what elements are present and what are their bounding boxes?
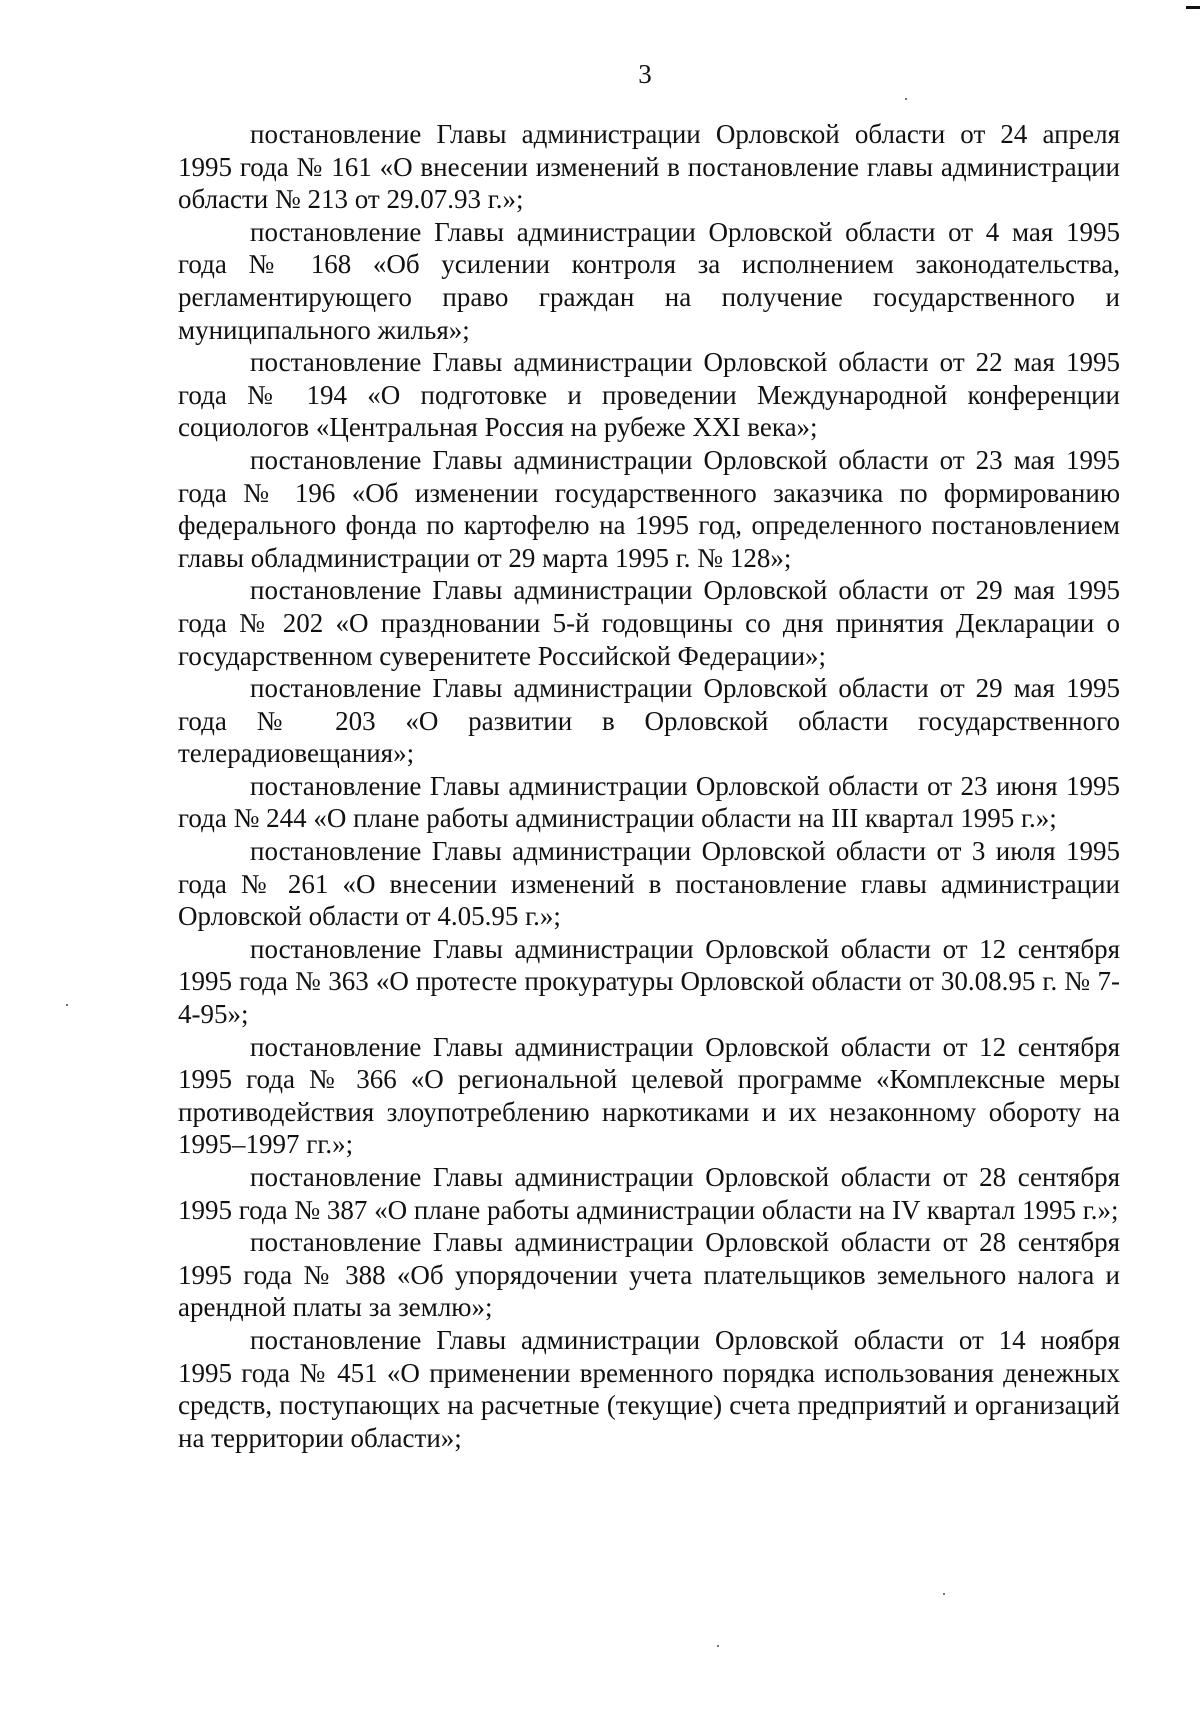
list-item: постановление Главы администрации Орловской области от 28 сентября 1995 года № 388 «Об упорядочении учета плательщиков земельного налога и арендной платы за землю»;: [178, 1227, 1120, 1323]
page-number: 3: [638, 59, 652, 89]
list-item: постановление Главы администрации Орловской области от 28 сентября 1995 года № 387 «О плане работы администрации области на IV квартал 1995 г.»;: [178, 1162, 1120, 1225]
list-item: постановление Главы администрации Орловской области от 4 мая 1995 года № 168 «Об усилении контроля за исполнением законодательства, регламентирующего право граждан на получение государственного и муниципального жилья»;: [178, 216, 1120, 345]
scan-speck: [905, 98, 907, 100]
list-item: постановление Главы администрации Орловской области от 29 мая 1995 года № 203 «О развитии в Орловской области государственного телерадиовещания»;: [178, 673, 1120, 769]
list-item: постановление Главы администрации Орловской области от 12 сентября 1995 года № 366 «О региональной целевой программе «Комплексные меры противодействия злоупотреблению наркотиками и их незаконному обороту на 1995–1997 гг.»;: [178, 1031, 1120, 1160]
list-item: постановление Главы администрации Орловской области от 29 мая 1995 года № 202 «О праздновании 5-й годовщины со дня принятия Декларации о государственном суверенитете Российской Федерации»;: [178, 575, 1120, 671]
document-body: [178, 118, 1120, 1454]
scan-speck: [717, 1645, 719, 1647]
list-item: постановление Главы администрации Орловской области от 14 ноября 1995 года № 451 «О применении временного порядка использования денежных средств, поступающих на расчетные (текущие) счета предприятий и организаций на территории области»;: [178, 1324, 1120, 1453]
list-item: постановление Главы администрации Орловской области от 12 сентября 1995 года № 363 «О протесте прокуратуры Орловской области от 30.08.95 г. № 7-4-95»;: [178, 933, 1120, 1030]
list-item: постановление Главы администрации Орловской области от 23 мая 1995 года № 196 «Об изменении государственного заказчика по формированию федерального фонда по картофелю на 1995 год, определенного постановлением главы обладминистрации от 29 марта 1995 г. № 128»;: [178, 444, 1120, 573]
scan-speck: [66, 1004, 68, 1006]
scan-edge-mark: [1186, 6, 1200, 9]
list-item: постановление Главы администрации Орловской области от 3 июля 1995 года № 261 «О внесении изменений в постановление главы администрации Орловской области от 4.05.95 г.»;: [178, 836, 1120, 932]
list-item: постановление Главы администрации Орловской области от 23 июня 1995 года № 244 «О плане работы администрации области на III квартал 1995 г.»;: [178, 770, 1120, 834]
scan-speck: [943, 1593, 945, 1595]
list-item: постановление Главы администрации Орловской области от 24 апреля 1995 года № 161 «О внесении изменений в постановление главы администрации области № 213 от 29.07.93 г.»;: [178, 119, 1120, 215]
list-item: постановление Главы администрации Орловской области от 22 мая 1995 года № 194 «О подготовке и проведении Международной конференции социологов «Центральная Россия на рубеже XXI века»;: [178, 347, 1120, 443]
